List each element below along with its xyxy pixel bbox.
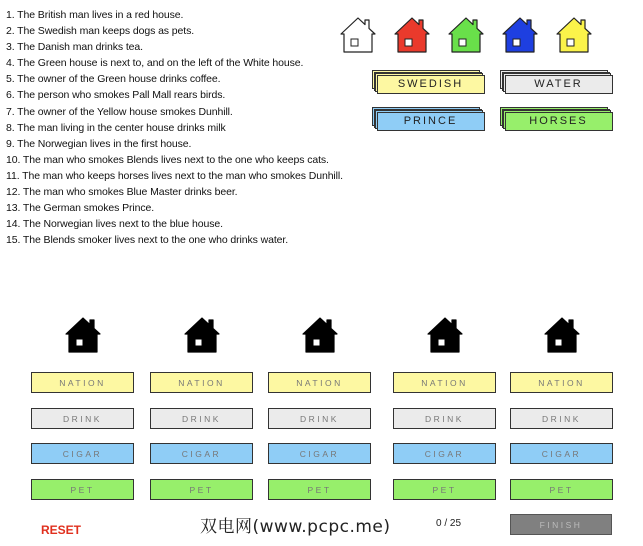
drink-slot[interactable]: DRINK xyxy=(150,408,253,429)
clue-item: 9. The Norwegian lives in the first house. xyxy=(6,137,192,150)
finish-button[interactable]: FINISH xyxy=(510,514,612,535)
cigar-slot[interactable]: CIGAR xyxy=(510,443,613,464)
pet-slot[interactable]: PET xyxy=(31,479,134,500)
clue-item: 3. The Danish man drinks tea. xyxy=(6,41,143,54)
watermark: 双电网(www.pcpc.me) xyxy=(200,517,391,537)
nation-card-stack[interactable] xyxy=(372,70,484,92)
clue-item: 15. The Blends smoker lives next to the one who drinks water. xyxy=(6,234,289,247)
cigar-card-label[interactable]: PRINCE xyxy=(377,112,485,131)
house-icon xyxy=(182,313,222,355)
clue-item: 10. The man who smokes Blends lives next to the one who keeps cats. xyxy=(6,153,329,166)
clue-item: 4. The Green house is next to, and on the left of the White house. xyxy=(6,57,304,70)
house-icon xyxy=(425,313,465,355)
clue-item: 2. The Swedish man keeps dogs as pets. xyxy=(6,25,195,38)
clue-list xyxy=(6,7,343,248)
nation-slot[interactable]: NATION xyxy=(268,372,371,393)
house-yellow-icon[interactable] xyxy=(553,14,595,59)
house-icon xyxy=(300,313,340,355)
clue-item: 1. The British man lives in a red house. xyxy=(6,9,184,21)
clue-item: 11. The man who keeps horses lives next to the man who smokes Dunhill. xyxy=(6,169,343,182)
house-white-icon[interactable] xyxy=(337,14,379,59)
house-green-icon[interactable] xyxy=(445,14,487,59)
clue-item: 8. The man living in the center house drinks milk xyxy=(6,121,226,134)
drink-slot[interactable]: DRINK xyxy=(510,408,613,429)
drink-card-label[interactable]: WATER xyxy=(505,75,613,94)
nation-slot[interactable]: NATION xyxy=(31,372,134,393)
pet-card-stack[interactable] xyxy=(500,107,612,129)
cigar-card-stack[interactable] xyxy=(372,107,484,129)
clue-item: 13. The German smokes Prince. xyxy=(6,202,155,215)
pet-slot[interactable]: PET xyxy=(393,479,496,500)
clue-item: 6. The person who smokes Pall Mall rears birds. xyxy=(6,89,226,102)
drink-slot[interactable]: DRINK xyxy=(31,408,134,429)
pet-card-label[interactable]: HORSES xyxy=(505,112,613,131)
house-blue-icon[interactable] xyxy=(499,14,541,59)
clue-item: 7. The owner of the Yellow house smokes Dunhill. xyxy=(6,105,233,118)
cigar-slot[interactable]: CIGAR xyxy=(268,443,371,464)
clue-item: 14. The Norwegian lives next to the blue house. xyxy=(6,218,223,231)
pet-slot[interactable]: PET xyxy=(150,479,253,500)
drink-slot[interactable]: DRINK xyxy=(268,408,371,429)
clue-item: 5. The owner of the Green house drinks coffee. xyxy=(6,73,221,86)
reset-button[interactable]: RESET xyxy=(41,523,82,537)
pet-slot[interactable]: PET xyxy=(268,479,371,500)
house-red-icon[interactable] xyxy=(391,14,433,59)
cigar-slot[interactable]: CIGAR xyxy=(150,443,253,464)
nation-slot[interactable]: NATION xyxy=(150,372,253,393)
cigar-slot[interactable]: CIGAR xyxy=(31,443,134,464)
drink-card-stack[interactable] xyxy=(500,70,612,92)
nation-card-label[interactable]: SWEDISH xyxy=(377,75,485,94)
cigar-slot[interactable]: CIGAR xyxy=(393,443,496,464)
house-icon xyxy=(542,313,582,355)
nation-slot[interactable]: NATION xyxy=(393,372,496,393)
pet-slot[interactable]: PET xyxy=(510,479,613,500)
score-counter: 0 / 25 xyxy=(436,518,462,529)
drink-slot[interactable]: DRINK xyxy=(393,408,496,429)
nation-slot[interactable]: NATION xyxy=(510,372,613,393)
clue-item: 12. The man who smokes Blue Master drinks beer. xyxy=(6,186,238,199)
house-icon xyxy=(63,313,103,355)
